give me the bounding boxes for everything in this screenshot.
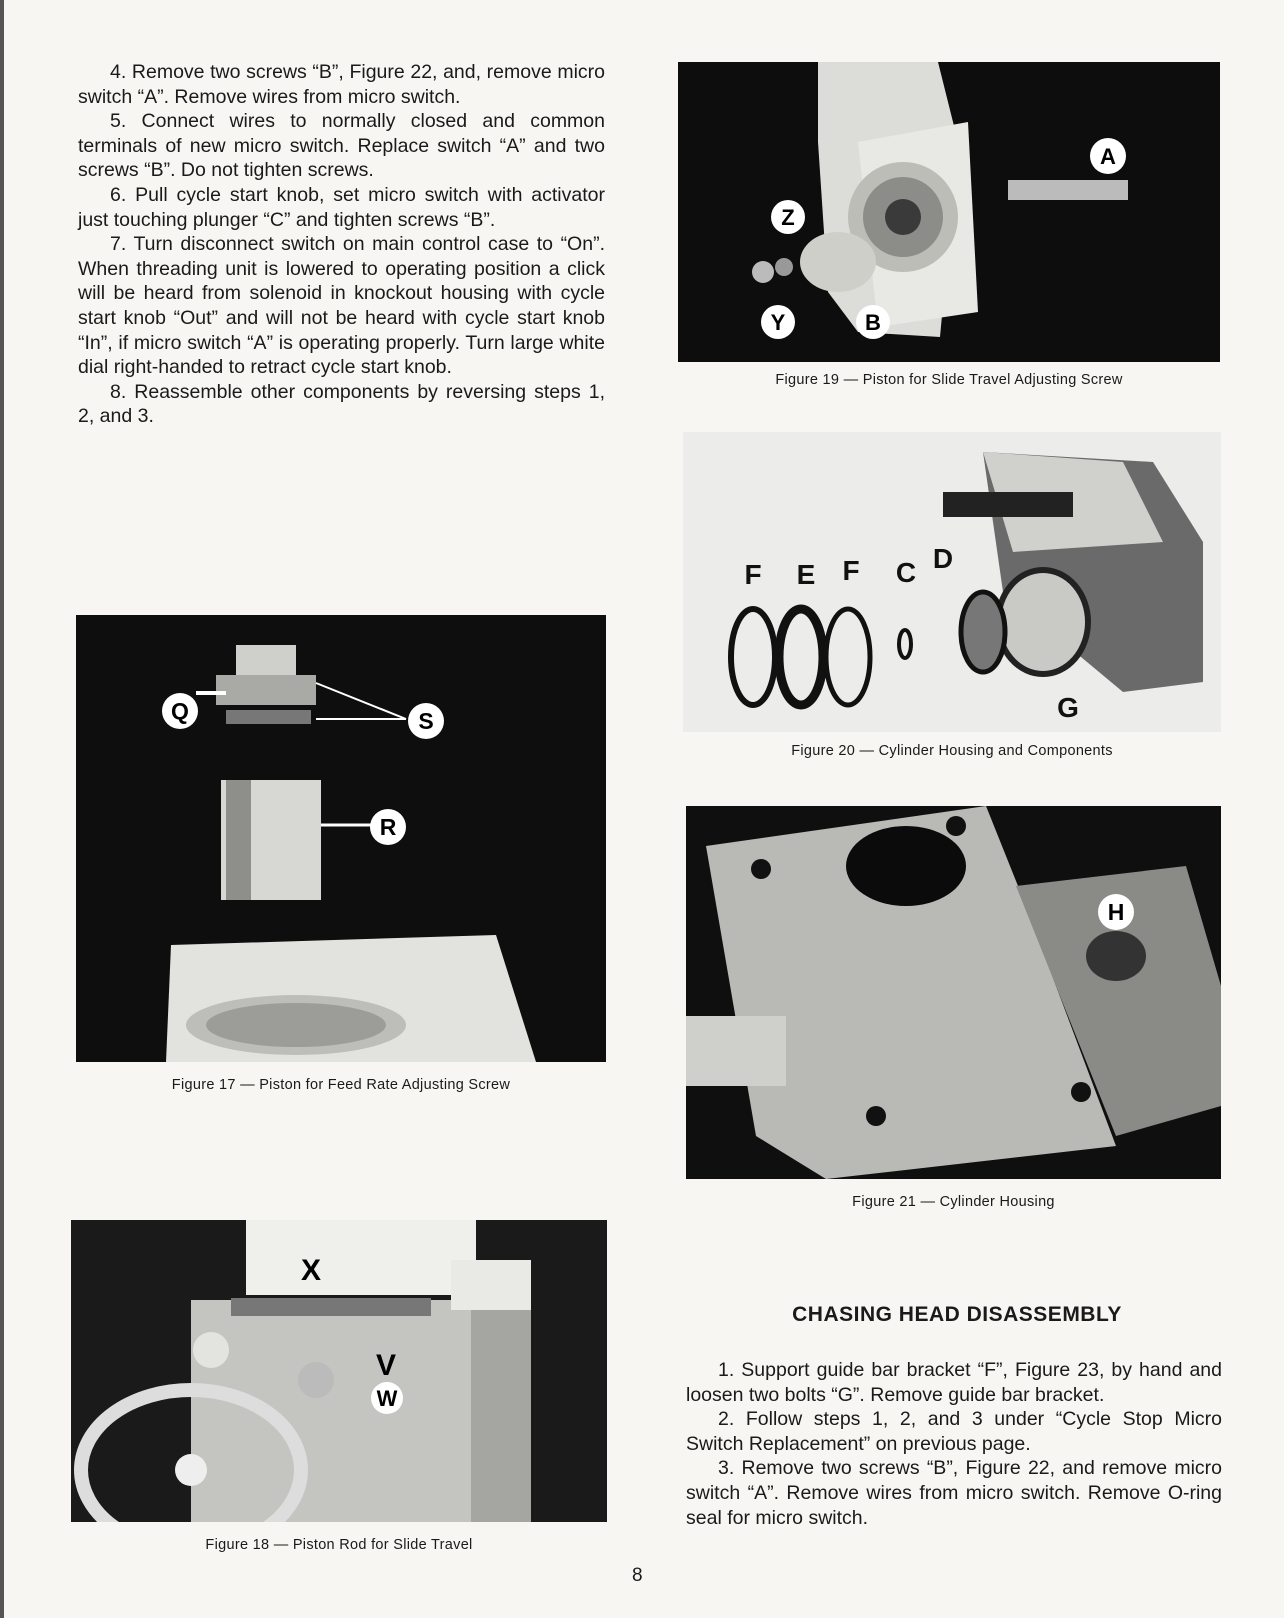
section-step-1: 1. Support guide bar bracket “F”, Figure 23, by hand and loosen two bolts “G”. Remove guide bar bracket. (686, 1359, 1222, 1406)
fig19-label-y: Y (770, 310, 786, 335)
fig20-label-f1: F (744, 559, 762, 590)
fig17-label-q: Q (171, 698, 189, 724)
figure-18-photo (71, 1220, 607, 1522)
fig17-label-s: S (418, 708, 434, 734)
section-heading: CHASING HEAD DISASSEMBLY (792, 1303, 1122, 1326)
step-6: 6. Pull cycle start knob, set micro switch with activator just touching plunger “C” and tighten screws “B”. (78, 183, 605, 231)
fig20-label-e: E (796, 559, 816, 590)
step-7: 7. Turn disconnect switch on main control case to “On”. When threading unit is lowered to operating position a click will be heard from solenoid in knockout housing with cycle start knob “Out” and will not be heard with cycle start knob “In”, if micro switch “A” is operating properly. Turn large white dial right-handed to retract cycle start knob. (78, 233, 605, 379)
fig17-label-r: R (379, 814, 397, 840)
step-8: 8. Reassemble other components by reversing steps 1, 2, and 3. (78, 380, 605, 428)
fig18-label-w: W (376, 1386, 398, 1411)
figure-18-caption: Figure 18 — Piston Rod for Slide Travel (205, 1537, 473, 1553)
figure-19-caption: Figure 19 — Piston for Slide Travel Adjusting Screw (775, 372, 1123, 388)
section-step-2: 2. Follow steps 1, 2, and 3 under “Cycle Stop Micro Switch Replacement” on previous page. (686, 1408, 1222, 1455)
fig18-label-v: V (375, 1349, 397, 1382)
figure-21-photo (686, 806, 1221, 1179)
figure-17-caption: Figure 17 — Piston for Feed Rate Adjusting Screw (171, 1077, 511, 1093)
page-binding-edge (0, 0, 4, 1618)
step-5: 5. Connect wires to normally closed and common terminals of new micro switch. Replace switch “A” and two screws “B”. Do not tighten screws. (78, 110, 605, 182)
chasing-head-instructions (686, 1358, 1222, 1530)
section-step-3: 3. Remove two screws “B”, Figure 22, and remove micro switch “A”. Remove wires from micro switch. Remove O-ring seal for micro switch. (686, 1457, 1222, 1529)
figure-21-caption: Figure 21 — Cylinder Housing (852, 1194, 1055, 1210)
figure-17-photo (76, 615, 606, 1062)
figure-19-photo (678, 62, 1220, 362)
fig19-label-b: B (865, 310, 881, 335)
fig19-label-z: Z (781, 205, 795, 230)
fig20-label-f2: F (842, 555, 860, 586)
page-number: 8 (632, 1565, 643, 1586)
step-4: 4. Remove two screws “B”, Figure 22, and, remove micro switch “A”. Remove wires from micro switch. (78, 61, 605, 108)
fig20-label-d: D (932, 543, 954, 574)
fig20-label-g: G (1057, 692, 1079, 723)
fig20-label-c: C (895, 557, 917, 588)
fig19-label-a: A (1100, 144, 1116, 169)
fig21-label-h: H (1107, 899, 1125, 925)
left-instructions (78, 60, 605, 429)
figure-20-photo (683, 432, 1221, 732)
figure-20-caption: Figure 20 — Cylinder Housing and Components (791, 743, 1113, 759)
fig18-label-x: X (300, 1254, 322, 1287)
